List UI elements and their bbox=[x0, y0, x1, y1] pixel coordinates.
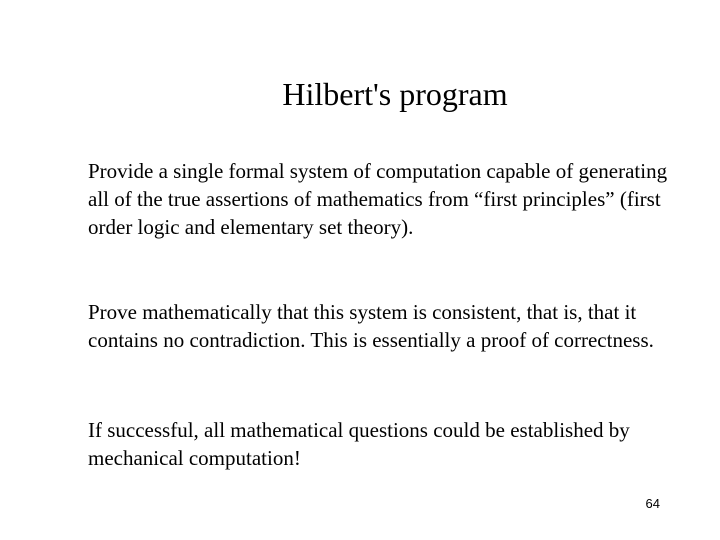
paragraph-formal-system: Provide a single formal system of computation capable of generating all of the true assertions of mathematics from “first principles” (first order logic and elementary set theory). bbox=[88, 159, 668, 239]
paragraph-consistency: Prove mathematically that this system is consistent, that is, that it contains no contradiction. This is essentially a proof of correctness. bbox=[88, 300, 654, 352]
page-number: 64 bbox=[645, 496, 660, 511]
slide-title: Hilbert's program bbox=[282, 76, 508, 112]
paragraph-mechanical-computation: If successful, all mathematical questions could be established by mechanical computation! bbox=[88, 418, 630, 470]
